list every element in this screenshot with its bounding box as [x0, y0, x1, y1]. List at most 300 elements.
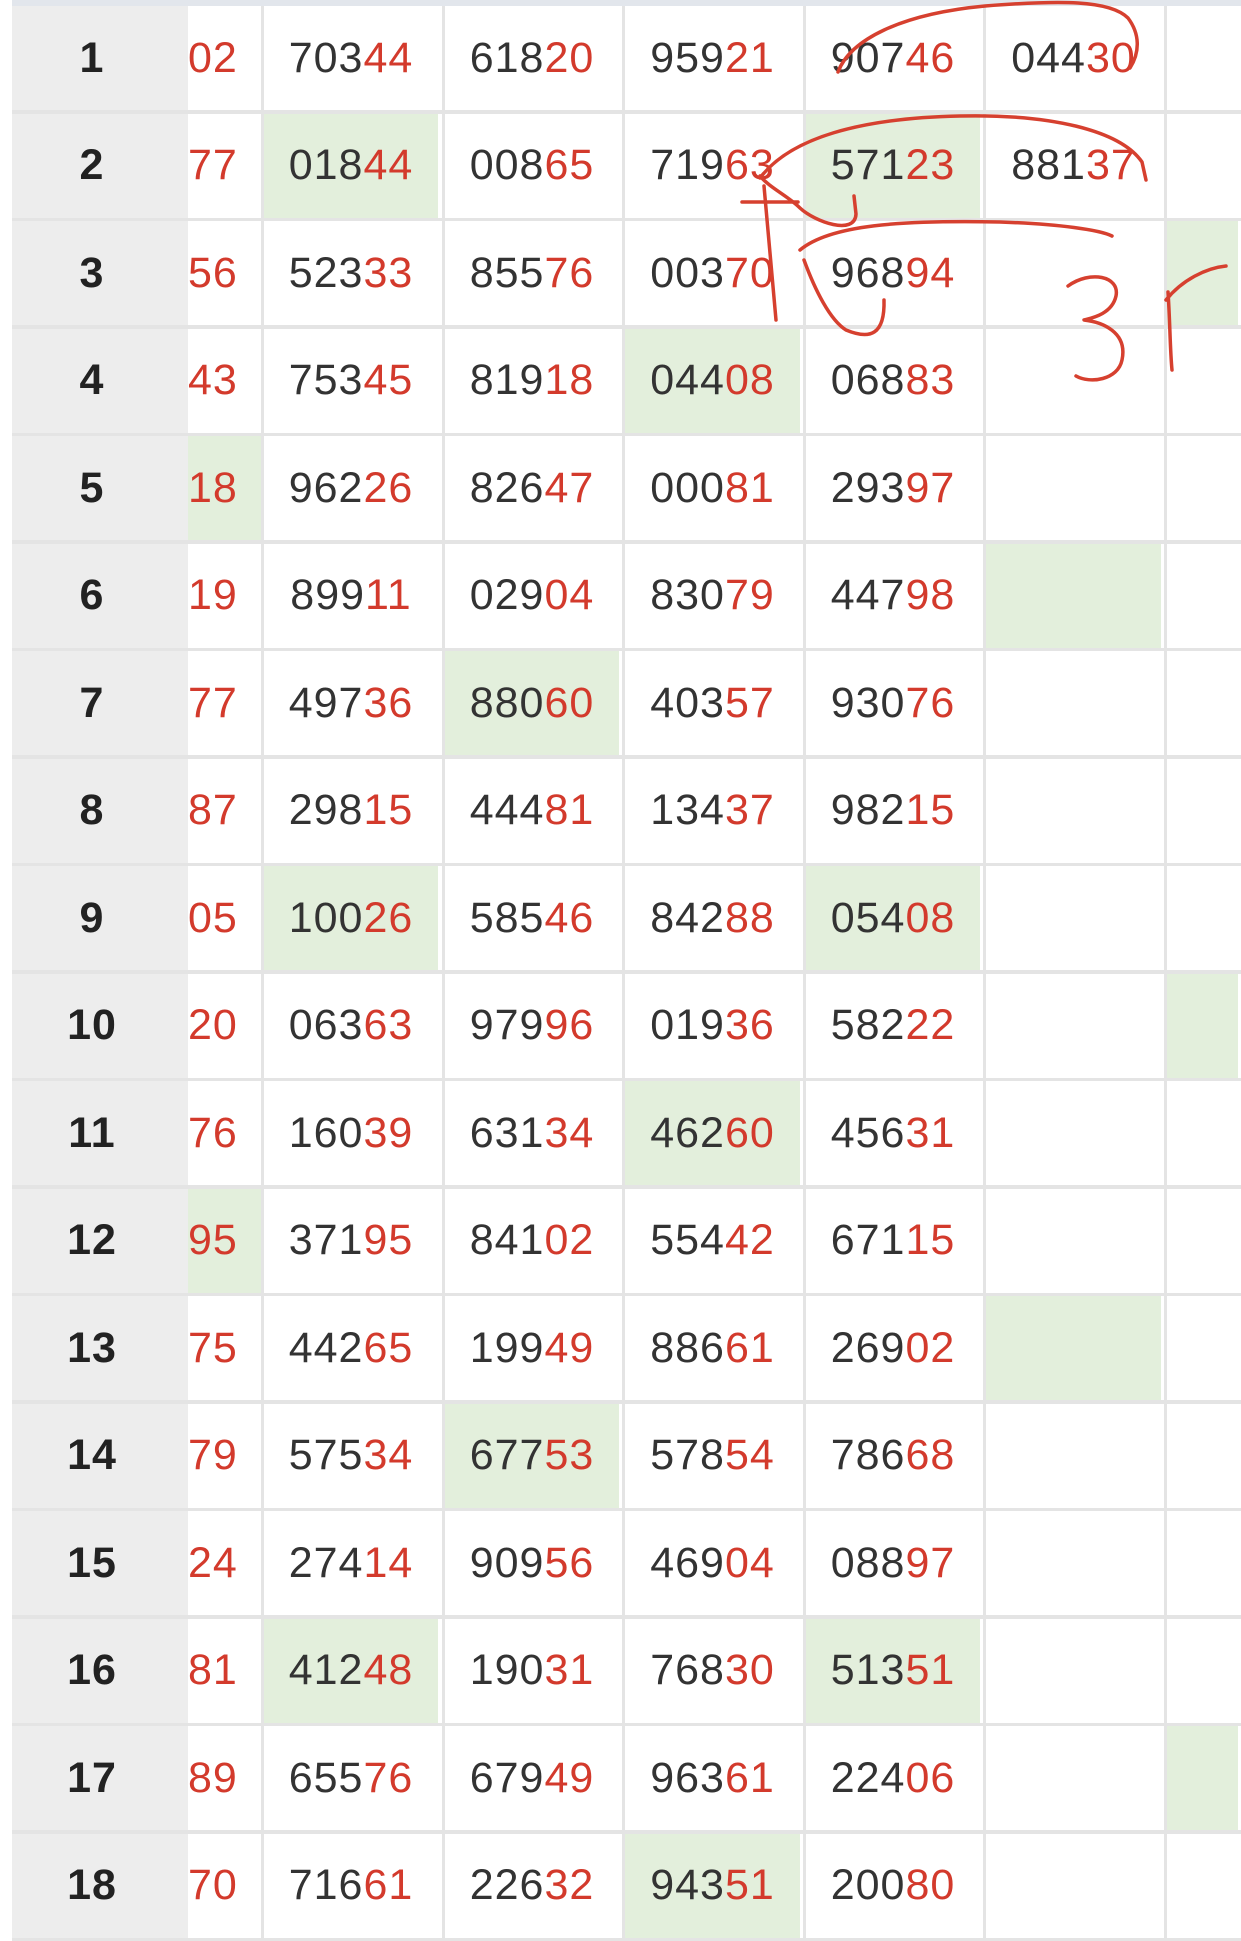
- column-divider: [983, 866, 986, 970]
- column-divider: [261, 1834, 264, 1938]
- empty-cell: [986, 866, 1161, 970]
- column-divider: [261, 544, 264, 648]
- empty-cell: [986, 1404, 1161, 1508]
- table-row: [0, 1296, 1241, 1404]
- number-head: 063: [289, 1001, 364, 1050]
- column-divider: [1164, 544, 1167, 648]
- column-divider: [261, 221, 264, 325]
- column-divider: [442, 1726, 445, 1830]
- column-divider: [622, 329, 625, 433]
- column-divider: [803, 1189, 806, 1293]
- row-index: 15: [12, 1511, 188, 1615]
- number-head: 578: [650, 1431, 725, 1480]
- number-cell: [445, 1296, 619, 1400]
- empty-cell: [1167, 1619, 1238, 1723]
- number-cell: [445, 1511, 619, 1615]
- column-divider: [622, 1404, 625, 1508]
- first-column-value: 56: [188, 221, 264, 325]
- number-tail: 04: [544, 571, 594, 620]
- number-head: 008: [470, 141, 545, 190]
- number-tail: 94: [905, 249, 955, 298]
- number-cell: [264, 1619, 438, 1723]
- row-index: 4: [12, 329, 188, 433]
- column-divider: [622, 114, 625, 218]
- number-head: 513: [831, 1646, 906, 1695]
- empty-cell: [986, 651, 1161, 755]
- column-divider: [622, 1726, 625, 1830]
- number-cell: [625, 651, 800, 755]
- number-head: 200: [831, 1861, 906, 1910]
- column-divider: [1164, 866, 1167, 970]
- number-head: 631: [470, 1109, 545, 1158]
- number-head: 000: [650, 464, 725, 513]
- number-cell: [806, 6, 980, 110]
- column-divider: [442, 1189, 445, 1293]
- column-divider: [622, 1189, 625, 1293]
- column-divider: [803, 1296, 806, 1400]
- empty-cell: [986, 1189, 1161, 1293]
- number-head: 842: [650, 894, 725, 943]
- empty-cell: [1167, 1081, 1238, 1185]
- column-divider: [622, 1511, 625, 1615]
- column-divider: [1164, 759, 1167, 863]
- number-tail: 26: [363, 464, 413, 513]
- first-column-value: 75: [188, 1296, 264, 1400]
- number-tail: 30: [1086, 34, 1136, 83]
- number-cell: [445, 6, 619, 110]
- number-tail: 83: [905, 356, 955, 405]
- number-tail: 61: [363, 1861, 413, 1910]
- row-index: 6: [12, 544, 188, 648]
- column-divider: [442, 759, 445, 863]
- number-tail: 21: [725, 34, 775, 83]
- column-divider: [622, 974, 625, 1078]
- column-divider: [622, 1081, 625, 1185]
- table-row: [0, 436, 1241, 544]
- table-row: [0, 221, 1241, 329]
- number-head: 963: [650, 1754, 725, 1803]
- number-tail: 70: [725, 249, 775, 298]
- table-row: [0, 759, 1241, 867]
- empty-cell: [1167, 544, 1238, 648]
- column-divider: [803, 1404, 806, 1508]
- number-cell: [806, 866, 980, 970]
- column-divider: [983, 1511, 986, 1615]
- number-cell: [264, 1511, 438, 1615]
- column-divider: [261, 1511, 264, 1615]
- column-divider: [983, 436, 986, 540]
- row-index: 2: [12, 114, 188, 218]
- number-head: 909: [470, 1539, 545, 1588]
- number-cell: [625, 1189, 800, 1293]
- number-tail: 61: [725, 1324, 775, 1373]
- column-divider: [1164, 1296, 1167, 1400]
- column-divider: [803, 759, 806, 863]
- number-tail: 49: [544, 1754, 594, 1803]
- column-divider: [983, 1834, 986, 1938]
- empty-cell: [986, 221, 1161, 325]
- column-divider: [803, 866, 806, 970]
- row-index: 16: [12, 1619, 188, 1723]
- number-head: 371: [289, 1216, 364, 1265]
- number-tail: 11: [365, 571, 412, 620]
- column-divider: [442, 974, 445, 1078]
- number-tail: 76: [905, 679, 955, 728]
- number-cell: [806, 1081, 980, 1185]
- column-divider: [261, 1296, 264, 1400]
- number-head: 968: [831, 249, 906, 298]
- number-head: 703: [289, 34, 364, 83]
- number-cell: [264, 329, 438, 433]
- number-tail: 26: [363, 894, 413, 943]
- number-tail: 63: [725, 141, 775, 190]
- column-divider: [983, 759, 986, 863]
- number-head: 618: [470, 34, 545, 83]
- empty-cell: [986, 544, 1161, 648]
- number-tail: 18: [544, 356, 594, 405]
- number-tail: 34: [363, 1431, 413, 1480]
- number-cell: [264, 1081, 438, 1185]
- number-cell: [264, 1189, 438, 1293]
- number-tail: 02: [544, 1216, 594, 1265]
- column-divider: [261, 1619, 264, 1723]
- number-head: 959: [650, 34, 725, 83]
- column-divider: [803, 436, 806, 540]
- number-cell: [445, 651, 619, 755]
- column-divider: [261, 759, 264, 863]
- number-tail: 37: [725, 786, 775, 835]
- number-head: 716: [289, 1861, 364, 1910]
- number-cell: [264, 6, 438, 110]
- number-tail: 51: [905, 1646, 955, 1695]
- first-column-value: 19: [188, 544, 264, 648]
- number-cell: [806, 1511, 980, 1615]
- number-tail: 53: [544, 1431, 594, 1480]
- number-cell: [625, 1404, 800, 1508]
- table-row: [0, 6, 1241, 114]
- column-divider: [261, 866, 264, 970]
- column-divider: [622, 6, 625, 110]
- number-head: 224: [831, 1754, 906, 1803]
- row-index: 12: [12, 1189, 188, 1293]
- number-head: 226: [470, 1861, 545, 1910]
- row-index: 3: [12, 221, 188, 325]
- number-head: 274: [289, 1539, 364, 1588]
- number-tail: 02: [905, 1324, 955, 1373]
- number-head: 768: [650, 1646, 725, 1695]
- number-head: 054: [831, 894, 906, 943]
- column-divider: [622, 436, 625, 540]
- number-head: 134: [650, 786, 725, 835]
- number-cell: [264, 1726, 438, 1830]
- column-divider: [442, 1834, 445, 1938]
- empty-cell: [1167, 436, 1238, 540]
- column-divider: [1164, 114, 1167, 218]
- number-tail: 32: [544, 1861, 594, 1910]
- table-row: [0, 114, 1241, 222]
- number-head: 029: [470, 571, 545, 620]
- number-tail: 34: [544, 1109, 594, 1158]
- column-divider: [1164, 1619, 1167, 1723]
- column-divider: [803, 6, 806, 110]
- column-divider: [622, 221, 625, 325]
- number-tail: 60: [544, 679, 594, 728]
- number-head: 469: [650, 1539, 725, 1588]
- number-tail: 81: [725, 464, 775, 513]
- number-tail: 46: [905, 34, 955, 83]
- first-column-value: 70: [188, 1834, 264, 1938]
- table-row: [0, 1081, 1241, 1189]
- column-divider: [442, 544, 445, 648]
- first-column-value: 87: [188, 759, 264, 863]
- number-tail: 31: [544, 1646, 594, 1695]
- number-cell: [445, 1834, 619, 1938]
- column-divider: [1164, 6, 1167, 110]
- number-head: 088: [831, 1539, 906, 1588]
- number-cell: [806, 1404, 980, 1508]
- number-head: 886: [650, 1324, 725, 1373]
- number-cell: [806, 1296, 980, 1400]
- column-divider: [442, 651, 445, 755]
- column-divider: [442, 1404, 445, 1508]
- column-divider: [1164, 1081, 1167, 1185]
- row-index: 7: [12, 651, 188, 755]
- empty-cell: [986, 1511, 1161, 1615]
- column-divider: [442, 329, 445, 433]
- column-divider: [1164, 436, 1167, 540]
- empty-cell: [1167, 1834, 1238, 1938]
- number-head: 826: [470, 464, 545, 513]
- column-divider: [803, 1081, 806, 1185]
- number-tail: 08: [905, 894, 955, 943]
- number-cell: [625, 329, 800, 433]
- column-divider: [442, 866, 445, 970]
- first-column-value: 76: [188, 1081, 264, 1185]
- number-tail: 81: [544, 786, 594, 835]
- row-index: 17: [12, 1726, 188, 1830]
- number-head: 571: [831, 141, 906, 190]
- number-tail: 08: [725, 356, 775, 405]
- number-head: 575: [289, 1431, 364, 1480]
- table-row: [0, 1404, 1241, 1512]
- number-cell: [806, 1834, 980, 1938]
- column-divider: [1164, 1834, 1167, 1938]
- first-column-value: 95: [188, 1189, 264, 1293]
- number-tail: 98: [905, 571, 955, 620]
- number-head: 930: [831, 679, 906, 728]
- number-head: 679: [470, 1754, 545, 1803]
- number-cell: [625, 866, 800, 970]
- number-cell: [445, 1081, 619, 1185]
- number-cell: [445, 1726, 619, 1830]
- column-divider: [803, 651, 806, 755]
- number-tail: 45: [363, 356, 413, 405]
- number-head: 899: [290, 571, 365, 620]
- number-head: 018: [289, 141, 364, 190]
- first-column-value: 77: [188, 114, 264, 218]
- number-cell: [264, 1834, 438, 1938]
- first-column-value: 77: [188, 651, 264, 755]
- number-cell: [806, 114, 980, 218]
- column-divider: [1164, 651, 1167, 755]
- number-head: 881: [1011, 141, 1086, 190]
- number-tail: 20: [544, 34, 594, 83]
- number-cell: [625, 221, 800, 325]
- column-divider: [622, 651, 625, 755]
- number-head: 403: [650, 679, 725, 728]
- first-column-value: 24: [188, 1511, 264, 1615]
- column-divider: [1164, 1189, 1167, 1293]
- number-tail: 48: [363, 1646, 413, 1695]
- column-divider: [983, 1726, 986, 1830]
- number-cell: [445, 759, 619, 863]
- column-divider: [803, 1834, 806, 1938]
- number-tail: 79: [725, 571, 775, 620]
- row-index: 9: [12, 866, 188, 970]
- column-divider: [983, 1619, 986, 1723]
- column-divider: [803, 544, 806, 648]
- number-head: 269: [831, 1324, 906, 1373]
- empty-cell: [986, 974, 1161, 1078]
- column-divider: [983, 1296, 986, 1400]
- column-divider: [622, 1296, 625, 1400]
- number-cell: [806, 221, 980, 325]
- number-tail: 96: [544, 1001, 594, 1050]
- number-cell: [264, 866, 438, 970]
- column-divider: [983, 114, 986, 218]
- number-cell: [445, 329, 619, 433]
- number-head: 819: [470, 356, 545, 405]
- number-tail: 76: [544, 249, 594, 298]
- number-cell: [264, 114, 438, 218]
- column-divider: [1164, 1511, 1167, 1615]
- number-tail: 54: [725, 1431, 775, 1480]
- column-divider: [261, 1081, 264, 1185]
- number-cell: [264, 759, 438, 863]
- number-tail: 76: [363, 1754, 413, 1803]
- column-divider: [261, 329, 264, 433]
- number-cell: [264, 1404, 438, 1508]
- column-divider: [622, 759, 625, 863]
- number-head: 444: [470, 786, 545, 835]
- number-cell: [806, 329, 980, 433]
- number-cell: [445, 974, 619, 1078]
- number-tail: 63: [363, 1001, 413, 1050]
- column-divider: [983, 651, 986, 755]
- number-head: 523: [289, 249, 364, 298]
- first-column-value: 89: [188, 1726, 264, 1830]
- first-column-value: 18: [188, 436, 264, 540]
- number-cell: [806, 436, 980, 540]
- number-cell: [806, 544, 980, 648]
- number-cell: [625, 436, 800, 540]
- number-tail: 57: [725, 679, 775, 728]
- number-tail: 65: [363, 1324, 413, 1373]
- table-row: [0, 866, 1241, 974]
- column-divider: [261, 974, 264, 1078]
- number-head: 019: [650, 1001, 725, 1050]
- number-cell: [264, 544, 438, 648]
- number-tail: 15: [905, 1216, 955, 1265]
- number-cell: [264, 974, 438, 1078]
- number-tail: 97: [905, 464, 955, 513]
- table-row: [0, 1834, 1241, 1941]
- empty-cell: [1167, 221, 1238, 325]
- empty-cell: [1167, 1189, 1238, 1293]
- number-head: 855: [470, 249, 545, 298]
- number-tail: 44: [363, 34, 413, 83]
- first-column-value: 43: [188, 329, 264, 433]
- empty-cell: [1167, 651, 1238, 755]
- column-divider: [803, 1511, 806, 1615]
- empty-cell: [1167, 1404, 1238, 1508]
- table-row: [0, 329, 1241, 437]
- first-column-value: 20: [188, 974, 264, 1078]
- number-cell: [806, 1619, 980, 1723]
- column-divider: [983, 1081, 986, 1185]
- number-tail: 04: [725, 1539, 775, 1588]
- empty-cell: [986, 436, 1161, 540]
- number-cell: [264, 221, 438, 325]
- number-head: 068: [831, 356, 906, 405]
- column-divider: [261, 6, 264, 110]
- table-row: [0, 544, 1241, 652]
- number-head: 456: [831, 1109, 906, 1158]
- column-divider: [803, 974, 806, 1078]
- number-head: 044: [650, 356, 725, 405]
- number-cell: [625, 1511, 800, 1615]
- empty-cell: [1167, 1511, 1238, 1615]
- number-tail: 06: [905, 1754, 955, 1803]
- table-row: [0, 1619, 1241, 1727]
- first-column-value: 05: [188, 866, 264, 970]
- number-head: 447: [831, 571, 906, 620]
- number-head: 293: [831, 464, 906, 513]
- number-tail: 56: [544, 1539, 594, 1588]
- number-tail: 37: [1086, 141, 1136, 190]
- column-divider: [803, 1619, 806, 1723]
- number-tail: 22: [905, 1001, 955, 1050]
- table-row: [0, 1511, 1241, 1619]
- number-head: 830: [650, 571, 725, 620]
- number-head: 962: [289, 464, 364, 513]
- number-head: 497: [289, 679, 364, 728]
- empty-cell: [986, 759, 1161, 863]
- number-cell: [625, 1834, 800, 1938]
- number-head: 554: [650, 1216, 725, 1265]
- column-divider: [261, 1726, 264, 1830]
- column-divider: [442, 114, 445, 218]
- column-divider: [983, 1404, 986, 1508]
- number-cell: [445, 866, 619, 970]
- empty-cell: [986, 1726, 1161, 1830]
- number-cell: [625, 1296, 800, 1400]
- column-divider: [261, 1189, 264, 1293]
- row-divider: [12, 1938, 1241, 1941]
- column-divider: [983, 221, 986, 325]
- number-tail: 15: [905, 786, 955, 835]
- number-head: 880: [470, 679, 545, 728]
- empty-cell: [1167, 114, 1238, 218]
- number-cell: [625, 974, 800, 1078]
- number-head: 412: [289, 1646, 364, 1695]
- row-index: 11: [12, 1081, 188, 1185]
- column-divider: [442, 436, 445, 540]
- empty-cell: [1167, 1726, 1238, 1830]
- number-head: 462: [650, 1109, 725, 1158]
- row-index: 10: [12, 974, 188, 1078]
- number-head: 786: [831, 1431, 906, 1480]
